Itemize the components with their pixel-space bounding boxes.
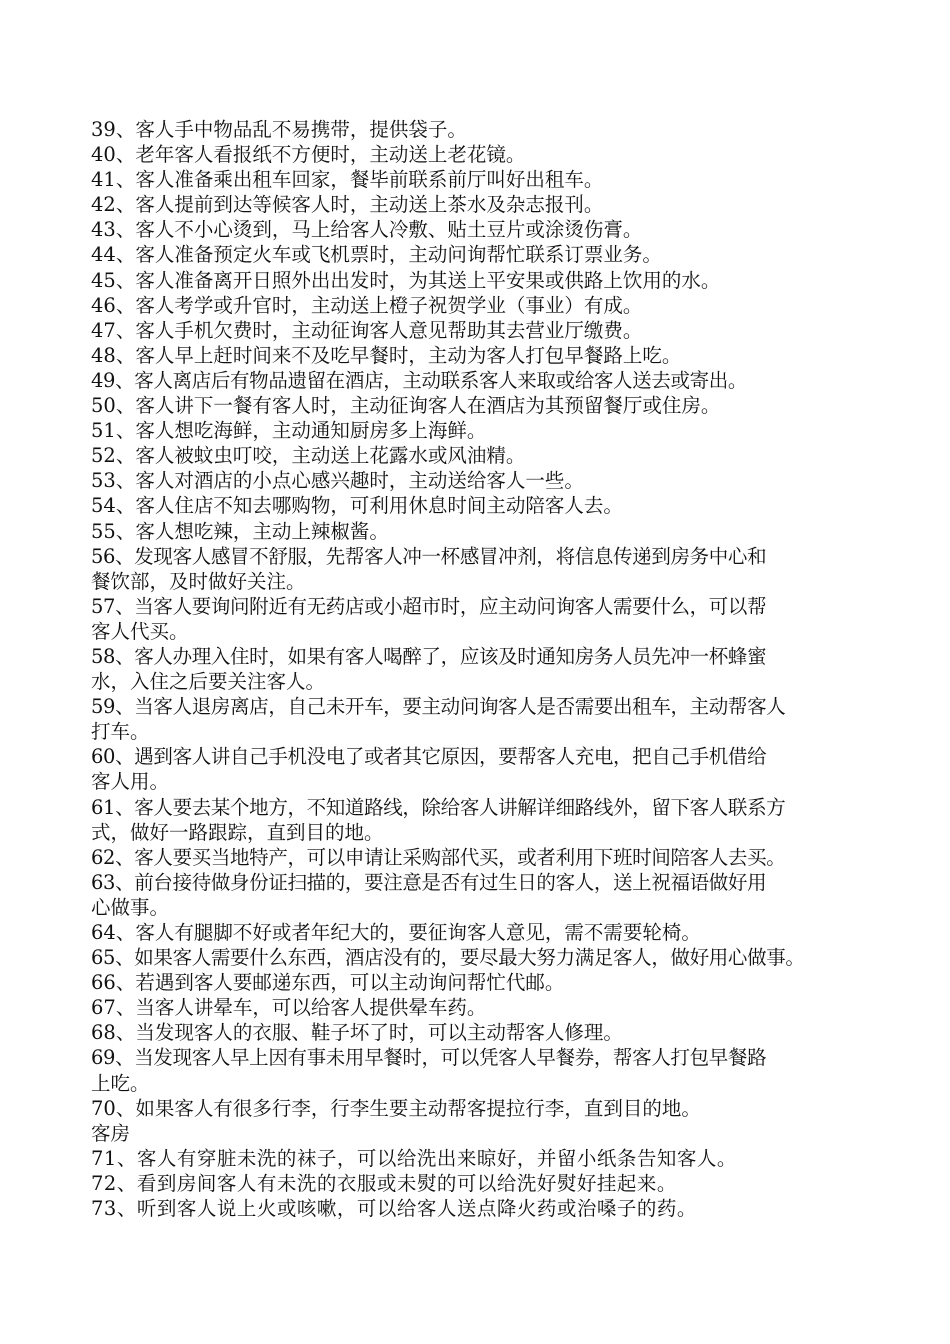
text-line: 52、客人被蚊虫叮咬，主动送上花露水或风油精。 — [91, 444, 526, 468]
text-line: 水，入住之后要关注客人。 — [91, 670, 326, 694]
text-line: 72、看到房间客人有未洗的衣服或未熨的可以给洗好熨好挂起来。 — [91, 1171, 677, 1195]
text-line: 61、客人要去某个地方，不知道路线，除给客人讲解详细路线外，留下客人联系方 — [91, 795, 786, 819]
text-line: 心做事。 — [91, 895, 170, 919]
text-line: 66、若遇到客人要邮递东西，可以主动询问帮忙代邮。 — [91, 971, 565, 995]
text-line: 41、客人准备乘出租车回家，餐毕前联系前厅叫好出租车。 — [91, 168, 604, 192]
text-line: 客人用。 — [91, 770, 170, 794]
text-line: 客人代买。 — [91, 619, 189, 643]
text-line: 53、客人对酒店的小点心感兴趣时，主动送给客人一些。 — [91, 469, 584, 493]
text-line: 68、当发现客人的衣服、鞋子坏了时，可以主动帮客人修理。 — [91, 1021, 623, 1045]
text-line: 40、老年客人看报纸不方便时，主动送上老花镜。 — [91, 143, 526, 167]
text-line: 44、客人准备预定火车或飞机票时，主动问询帮忙联系订票业务。 — [91, 243, 662, 267]
text-line: 64、客人有腿脚不好或者年纪大的，要征询客人意见，需不需要轮椅。 — [91, 921, 701, 944]
text-line: 42、客人提前到达等候客人时，主动送上茶水及杂志报刊。 — [91, 193, 604, 217]
text-line: 70、如果客人有很多行李，行李生要主动帮客提拉行李，直到目的地。 — [91, 1096, 701, 1120]
text-line: 59、当客人退房离店，自己未开车，要主动问询客人是否需要出租车，主动帮客人 — [91, 695, 786, 719]
text-line: 餐饮部，及时做好关注。 — [91, 569, 306, 593]
text-line: 43、客人不小心烫到，马上给客人冷敷、贴土豆片或涂烫伤膏。 — [91, 218, 643, 242]
text-line: 69、当发现客人早上因有事未用早餐时，可以凭客人早餐券，帮客人打包早餐路 — [91, 1046, 767, 1070]
text-line: 46、客人考学或升官时，主动送上橙子祝贺学业（事业）有成。 — [91, 293, 643, 317]
text-line: 60、遇到客人讲自己手机没电了或者其它原因，要帮客人充电，把自己手机借给 — [91, 745, 767, 769]
text-line: 45、客人准备离开日照外出出发时，为其送上平安果或供路上饮用的水。 — [91, 268, 721, 292]
text-line: 55、客人想吃辣，主动上辣椒酱。 — [91, 519, 389, 543]
text-line: 54、客人住店不知去哪购物，可利用休息时间主动陪客人去。 — [91, 494, 623, 518]
text-line: 56、发现客人感冒不舒服，先帮客人冲一杯感冒冲剂，将信息传递到房务中心和 — [91, 544, 767, 568]
text-line: 51、客人想吃海鲜，主动通知厨房多上海鲜。 — [91, 419, 487, 443]
text-line: 50、客人讲下一餐有客人时，主动征询客人在酒店为其预留餐厅或住房。 — [91, 394, 721, 418]
text-line: 73、听到客人说上火或咳嗽，可以给客人送点降火药或治嗓子的药。 — [91, 1197, 697, 1221]
text-line: 49、客人离店后有物品遗留在酒店，主动联系客人来取或给客人送去或寄出。 — [91, 368, 748, 392]
document-body — [91, 117, 881, 1221]
section-heading: 客房 — [91, 1121, 131, 1145]
text-line: 67、当客人讲晕车，可以给客人提供晕车药。 — [91, 996, 487, 1020]
text-line: 62、客人要买当地特产，可以申请让采购部代买，或者利用下班时间陪客人去买。 — [91, 845, 786, 869]
text-line: 71、客人有穿脏未洗的袜子，可以给洗出来晾好，并留小纸条告知客人。 — [91, 1146, 737, 1170]
text-line: 65、如果客人需要什么东西，酒店没有的，要尽最大努力满足客人，做好用心做事。 — [91, 946, 805, 970]
text-line: 打车。 — [91, 720, 150, 744]
text-line: 式，做好一路跟踪，直到目的地。 — [91, 820, 384, 844]
text-line: 上吃。 — [91, 1071, 150, 1095]
text-line: 63、前台接待做身份证扫描的，要注意是否有过生日的客人，送上祝福语做好用 — [91, 870, 767, 894]
text-line: 57、当客人要询问附近有无药店或小超市时，应主动问询客人需要什么，可以帮 — [91, 594, 767, 618]
text-line: 39、客人手中物品乱不易携带，提供袋子。 — [91, 118, 467, 141]
text-line: 48、客人早上赶时间来不及吃早餐时，主动为客人打包早餐路上吃。 — [91, 343, 682, 367]
text-line: 58、客人办理入住时，如果有客人喝醉了，应该及时通知房务人员先冲一杯蜂蜜 — [91, 644, 767, 668]
text-line: 47、客人手机欠费时，主动征询客人意见帮助其去营业厅缴费。 — [91, 318, 643, 342]
